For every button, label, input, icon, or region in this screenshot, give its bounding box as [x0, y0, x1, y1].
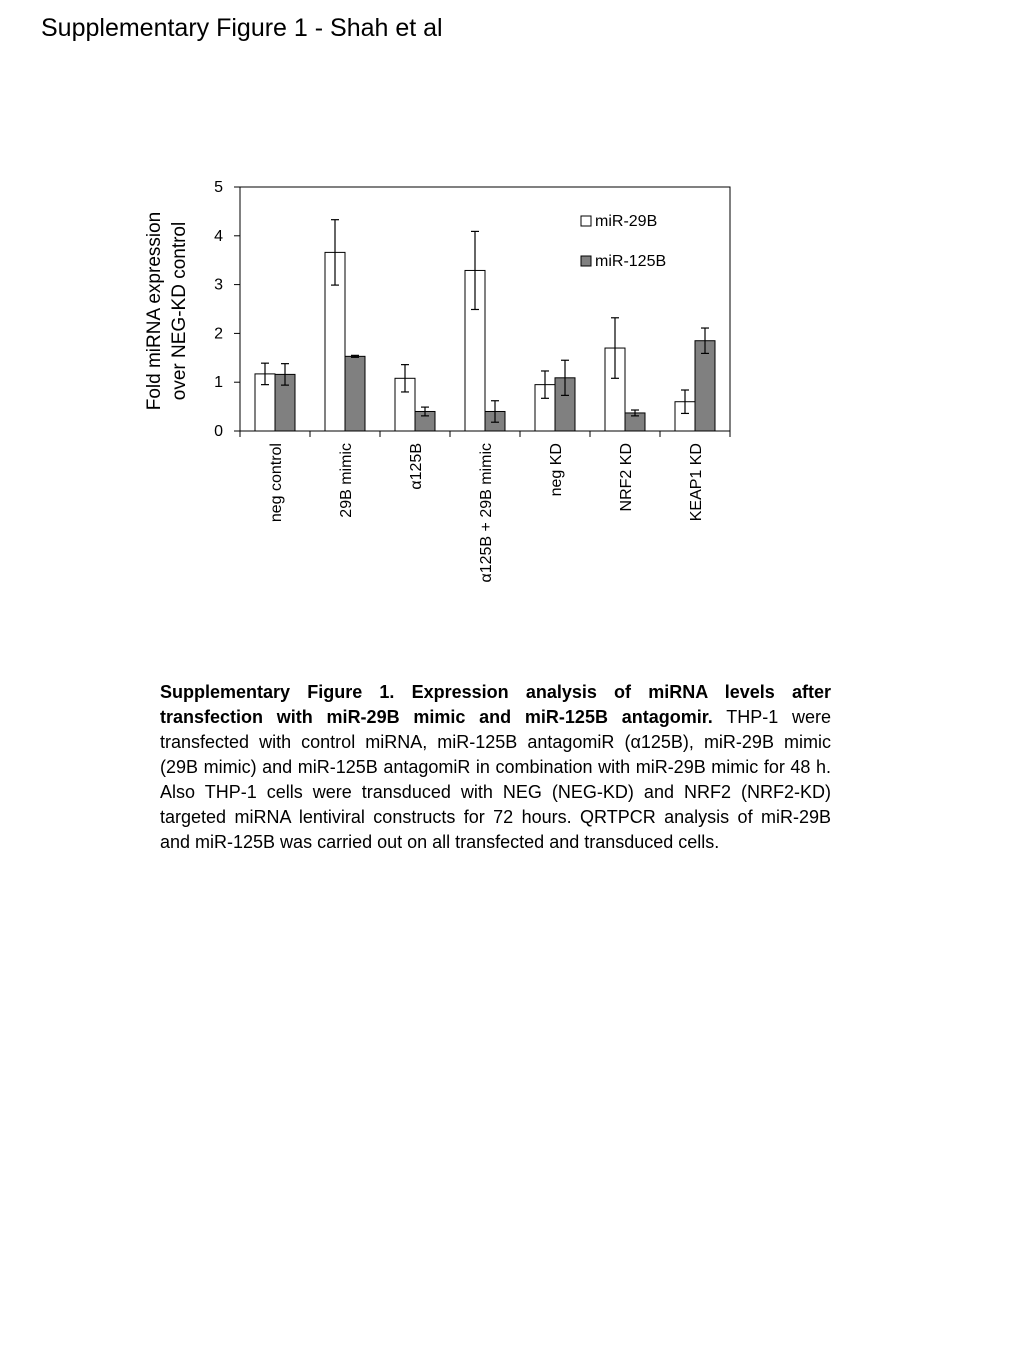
legend-swatch — [581, 216, 591, 226]
x-tick-label: neg KD — [548, 443, 565, 497]
figure-caption — [160, 680, 831, 855]
y-tick-label: 4 — [214, 227, 223, 245]
x-tick-label: KEAP1 KD — [688, 443, 705, 522]
chart-legend — [581, 213, 666, 270]
y-tick-labels — [214, 179, 223, 440]
y-tick-label: 2 — [214, 325, 223, 343]
x-tick-label: α125B — [408, 443, 425, 490]
y-axis-label-line: Fold miRNA expression — [144, 211, 165, 411]
page-title: Supplementary Figure 1 - Shah et al — [41, 14, 443, 42]
legend-label: miR-29B — [595, 213, 658, 230]
y-axis-label — [144, 212, 190, 411]
bar-mir-125b — [345, 356, 365, 431]
x-tick-label: NRF2 KD — [618, 443, 635, 512]
caption-bold: Supplementary Figure 1. Expression analysis of miRNA levels after transfection with miR-29B mimic and miR-125B antagomir. — [160, 682, 831, 727]
legend-label: miR-125B — [595, 253, 667, 270]
y-tick-label: 5 — [214, 179, 223, 196]
chart-bars — [255, 252, 715, 431]
y-tick-label: 0 — [214, 423, 223, 440]
y-axis-label-line: over NEG-KD control — [169, 221, 190, 401]
y-tick-label: 1 — [214, 374, 223, 392]
x-tick-label: 29B mimic — [338, 443, 355, 518]
y-tick-label: 3 — [214, 276, 223, 294]
bar-chart — [0, 0, 1024, 660]
x-tick-labels — [268, 443, 705, 583]
x-tick-label: α125B + 29B mimic — [478, 443, 495, 583]
bar-mir-125b — [695, 341, 715, 431]
caption-text: THP-1 were transfected with control miRNA, miR-125B antagomiR (α125B), miR-29B mimic (29B mimic) and miR-125B antagomiR in combination with miR-29B mimic for 48 h. Also THP-1 cells were transduced with NEG (NEG-KD) and NRF2 (NRF2-KD) targeted miRNA lentiviral constructs for 72 hours. QRTPCR analysis of miR-29B and miR-125B was carried out on all transfected and transduced cells. — [160, 707, 831, 852]
x-tick-label: neg control — [268, 443, 285, 523]
legend-swatch — [581, 256, 591, 266]
